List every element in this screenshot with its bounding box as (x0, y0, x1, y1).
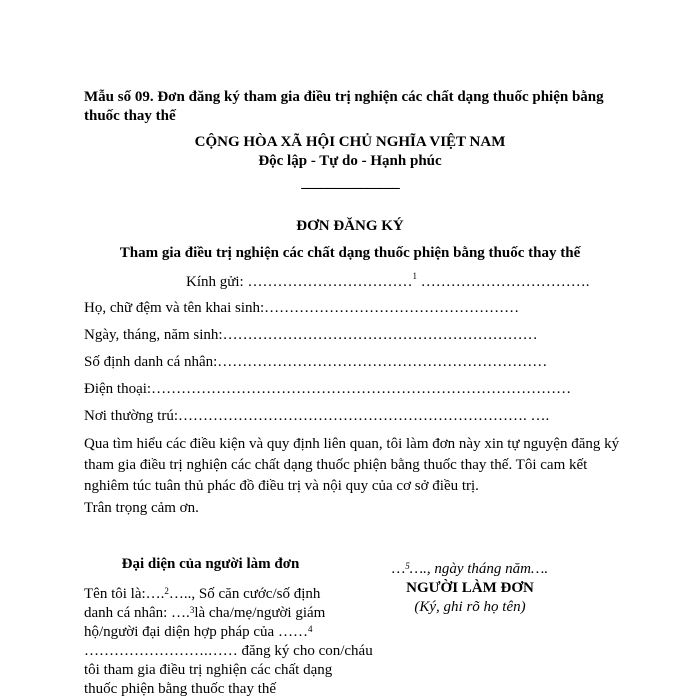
footnote-marker: 1 (412, 271, 417, 281)
text-segment: ….., Số căn cước/số định (168, 586, 321, 602)
representative-line (84, 585, 342, 604)
commitment-paragraph: Qua tìm hiểu các điều kiện và quy định liên quan, tôi làm đơn này xin tự nguyện đăng ký tham gia điều trị nghiện các chất dạng thuốc phiện bằng thuốc thay thế. Tôi cam kết nghiêm túc tuân thủ phác đồ điều trị và nội quy của cơ sở điều trị. (84, 436, 620, 494)
field-residence: Nơi thường trú:……………………………………………………………. …. (84, 408, 550, 424)
footnote-marker: 4 (307, 624, 313, 634)
text-segment: …., ngày tháng năm…. (409, 561, 549, 577)
text-segment: danh cá nhân: …. (84, 605, 190, 621)
addressee-prefix: Kính gửi: …………………………… (186, 274, 413, 290)
field-personal-id: Số định danh cá nhân:………………………………………………………… (84, 354, 548, 370)
text-segment: là cha/mẹ/người giám (194, 605, 326, 621)
field-date-of-birth: Ngày, tháng, năm sinh:……………………………………………………… (84, 327, 538, 343)
field-full-name: Họ, chữ đệm và tên khai sinh:…………………………………………… (84, 300, 520, 316)
text-segment: … (391, 561, 406, 577)
field-phone: Điện thoại:………………………………………………………………………… (84, 381, 572, 397)
representative-line: tôi tham gia điều trị nghiện các chất dạng (84, 662, 333, 678)
republic-heading: CỘNG HÒA XÃ HỘI CHỦ NGHĨA VIỆT NAM (194, 134, 506, 150)
footnote-marker: 3 (189, 605, 195, 615)
motto: Độc lập - Tự do - Hạnh phúc (258, 153, 442, 169)
representative-line: …………………….…… đăng ký cho con/cháu (84, 643, 373, 659)
signature-block (360, 560, 580, 617)
header-rule: _______________ (301, 175, 399, 191)
document-title: ĐƠN ĐĂNG KÝ (296, 218, 404, 234)
signer-title: NGƯỜI LÀM ĐƠN (406, 580, 534, 596)
document-subtitle: Tham gia điều trị nghiện các chất dạng thuốc phiện bằng thuốc thay thế (119, 245, 581, 261)
addressee-line (186, 271, 590, 291)
signature-date (360, 560, 580, 579)
representative-line (84, 623, 342, 642)
text-segment: Tên tôi là:…. (84, 586, 165, 602)
thanks-line: Trân trọng cảm ơn. (84, 500, 199, 516)
addressee-suffix: ……………………………. (416, 274, 590, 290)
footnote-marker: 2 (164, 586, 169, 596)
text-segment: hộ/người đại diện hợp pháp của …… (84, 624, 308, 640)
representative-heading: Đại diện của người làm đơn (121, 556, 300, 572)
representative-line (84, 604, 342, 623)
representative-text (84, 585, 373, 699)
signature-note: (Ký, ghi rõ họ tên) (414, 599, 526, 615)
representative-line: thuốc phiện bằng thuốc thay thế (84, 681, 277, 697)
footnote-marker: 5 (405, 561, 410, 571)
form-title: Mẫu số 09. Đơn đăng ký tham gia điều trị nghiện các chất dạng thuốc phiện bằng thuốc thay thế (84, 89, 604, 124)
